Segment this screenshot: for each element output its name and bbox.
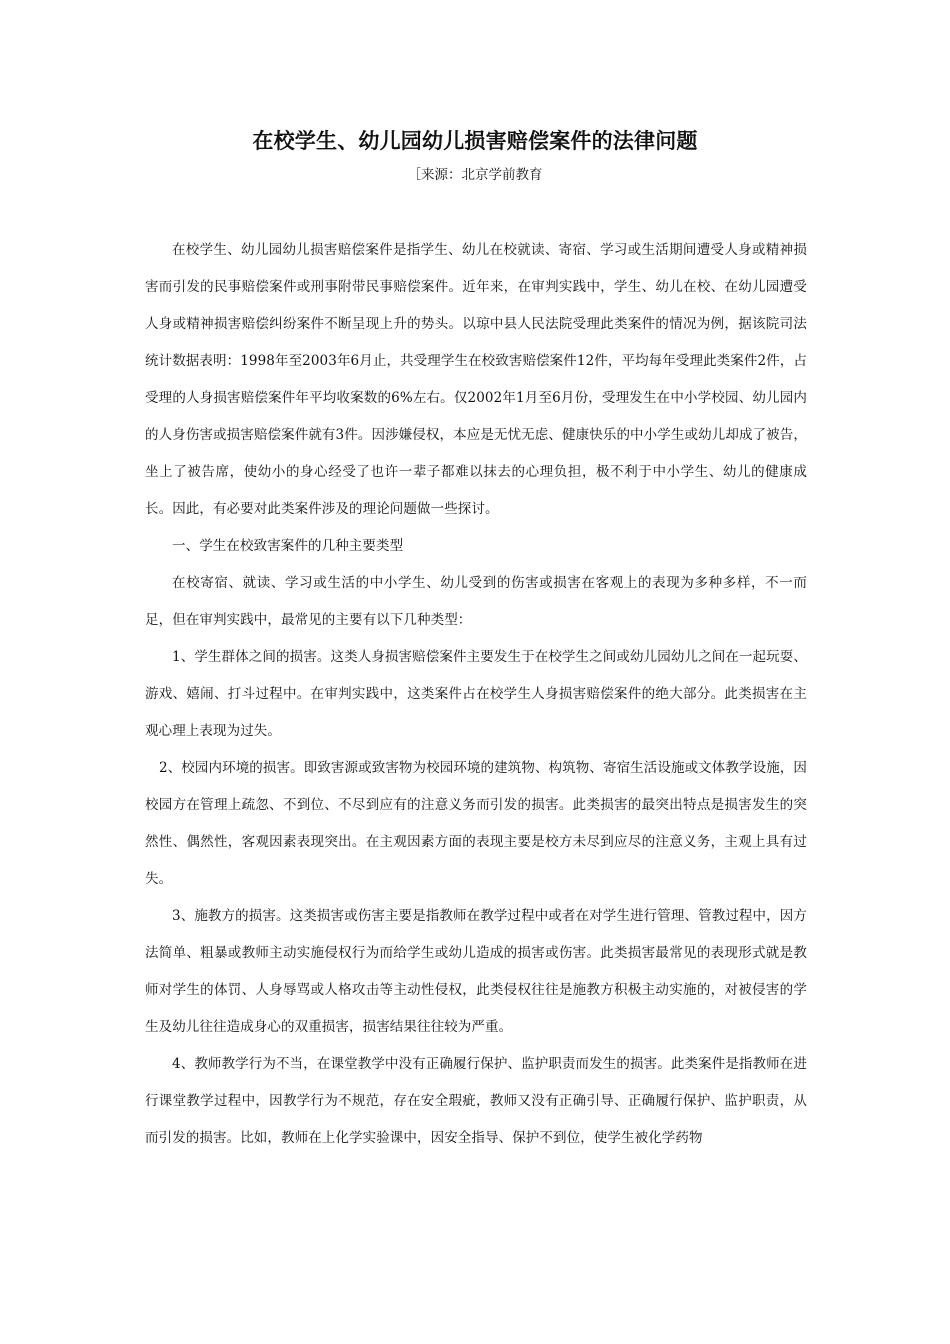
type-2-paragraph: 2、校园内环境的损害。即致害源或致害物为校园环境的建筑物、构筑物、寄宿生活设施或文体教学设施，因校园方在管理上疏忽、不到位、不尽到应有的注意义务而引发的损害。此类损害的最突出特点是损害发生的突然性、偶然性，客观因素表现突出。在主观因素方面的表现主要是校方未尽到应尽的注意义务，主观上具有过失。	[145, 760, 807, 887]
section-heading: 一、学生在校致害案件的几种主要类型	[172, 538, 404, 554]
document-title: 在校学生、幼儿园幼儿损害赔偿案件的法律问题	[252, 129, 698, 153]
type-1-paragraph: 1、学生群体之间的损害。这类人身损害赔偿案件主要发生于在校学生之间或幼儿园幼儿之间在一起玩耍、游戏、嬉闹、打斗过程中。在审判实践中，这类案件占在校学生人身损害赔偿案件的绝大部分。此类损害在主观心理上表现为过失。	[145, 649, 807, 739]
section-intro-paragraph: 在校寄宿、就读、学习或生活的中小学生、幼儿受到的伤害或损害在客观上的表现为多种多样，不一而足，但在审判实践中，最常见的主要有以下几种类型：	[145, 575, 807, 628]
type-3-paragraph: 3、施教方的损害。这类损害或伤害主要是指教师在教学过程中或者在对学生进行管理、管教过程中，因方法简单、粗暴或教师主动实施侵权行为而给学生或幼儿造成的损害或伤害。此类损害最常见的表现形式就是教师对学生的体罚、人身辱骂或人格攻击等主动性侵权，此类侵权往往是施教方积极主动实施的，对被侵害的学生及幼儿往往造成身心的双重损害，损害结果往往较为严重。	[145, 908, 807, 1035]
type-4-paragraph: 4、教师教学行为不当，在课堂教学中没有正确履行保护、监护职责而发生的损害。此类案件是指教师在进行课堂教学过程中，因教学行为不规范，存在安全瑕疵，教师又没有正确引导、正确履行保护、监护职责，从而引发的损害。比如，教师在上化学实验课中，因安全指导、保护不到位，使学生被化学药物	[145, 1056, 807, 1146]
document-source: ［来源：北京学前教育	[407, 167, 543, 183]
document-body	[145, 232, 807, 1157]
intro-paragraph: 在校学生、幼儿园幼儿损害赔偿案件是指学生、幼儿在校就读、寄宿、学习或生活期间遭受人身或精神损害而引发的民事赔偿案件或刑事附带民事赔偿案件。近年来，在审判实践中，学生、幼儿在校、在幼儿园遭受人身或精神损害赔偿纠纷案件不断呈现上升的势头。以琼中县人民法院受理此类案件的情况为例，据该院司法统计数据表明：1998年至2003年6月止，共受理学生在校致害赔偿案件12件，平均每年受理此类案件2件，占受理的人身损害赔偿案件年平均收案数的6%左右。仅2002年1月至6月份，受理发生在中小学校园、幼儿园内的人身伤害或损害赔偿案件就有3件。因涉嫌侵权，本应是无忧无虑、健康快乐的中小学生或幼儿却成了被告，坐上了被告席，使幼小的身心经受了也许一辈子都难以抹去的心理负担，极不利于中小学生、幼儿的健康成长。因此，有必要对此类案件涉及的理论问题做一些探讨。	[145, 242, 807, 517]
